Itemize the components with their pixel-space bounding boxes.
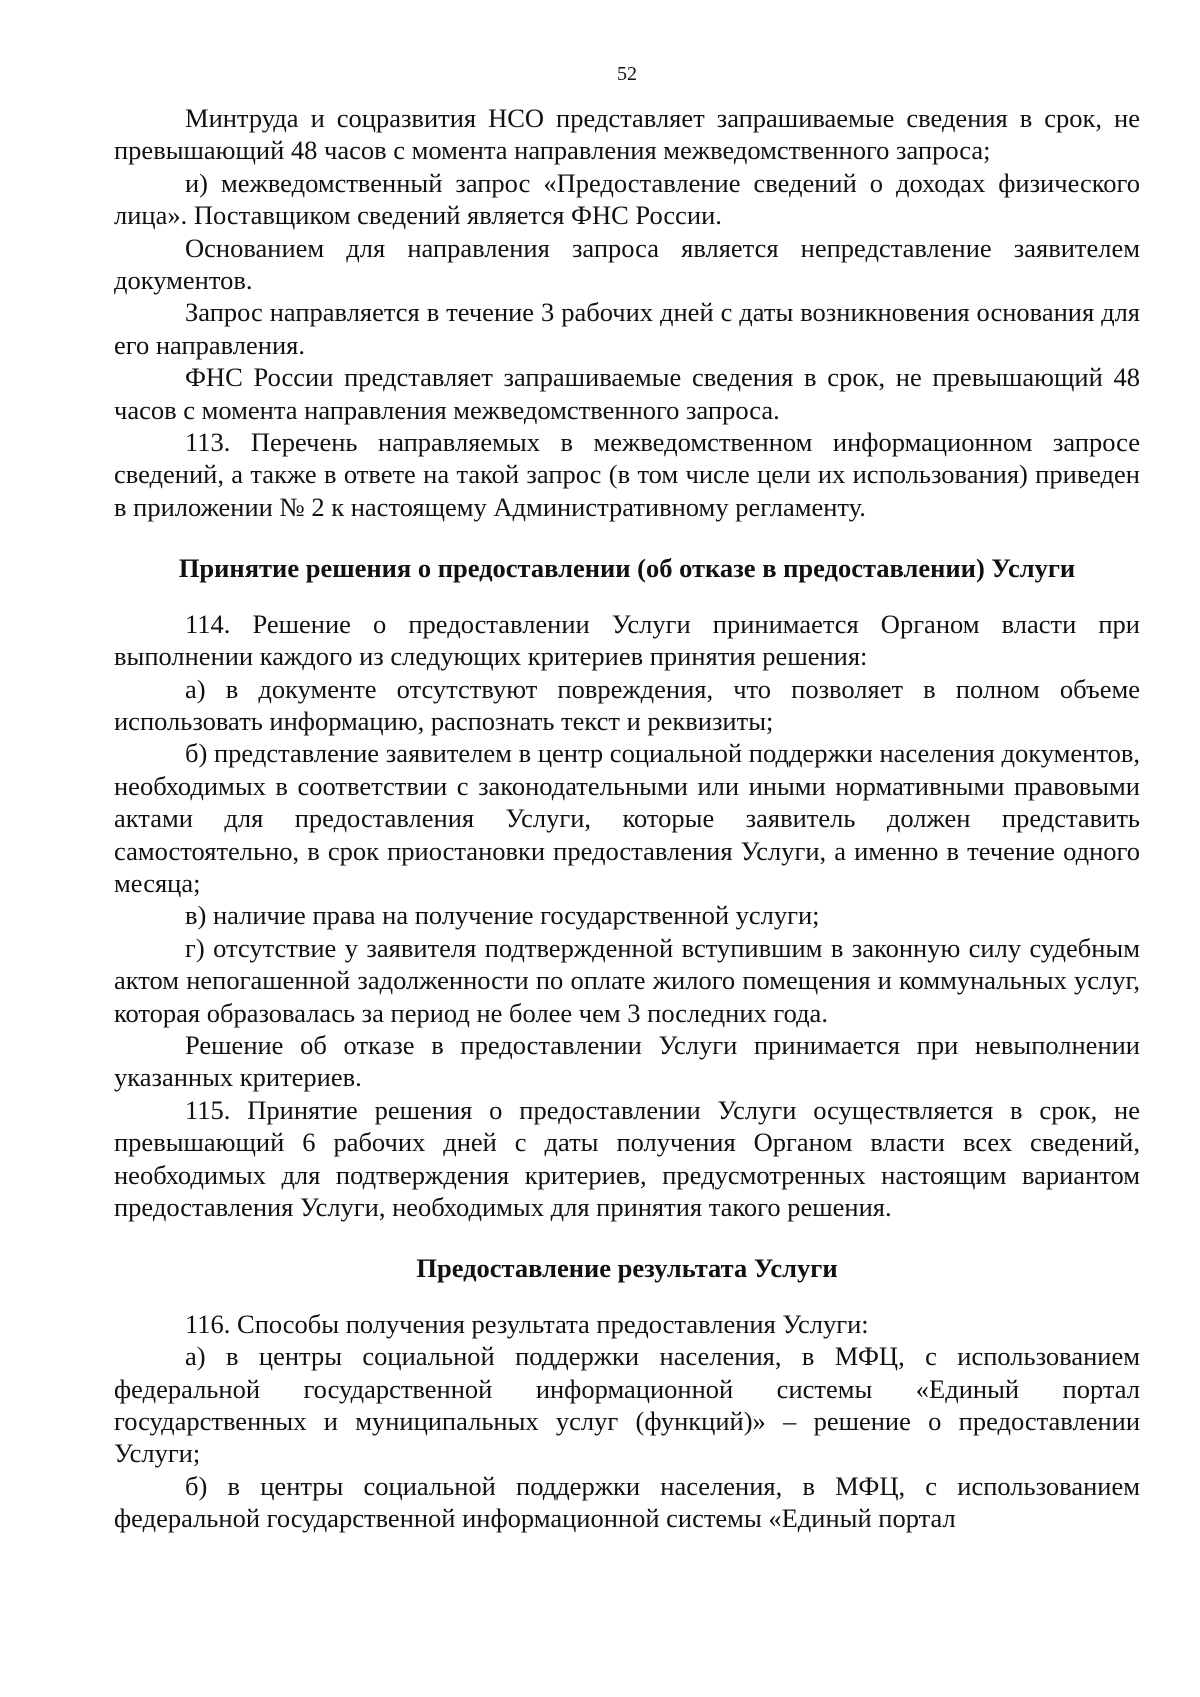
paragraph: ФНС России представляет запрашиваемые сведения в срок, не превышающий 48 часов с момента направления межведомственного запроса. xyxy=(114,362,1140,425)
paragraph: б) в центры социальной поддержки населения, в МФЦ, с использованием федеральной государственной информационной системы «Единый портал xyxy=(114,1470,1140,1534)
section-decision xyxy=(114,608,1140,1224)
paragraph: а) в центры социальной поддержки населения, в МФЦ, с использованием федеральной государственной информационной системы «Единый портал государственных и муниципальных услуг (функций)» – решение о предоставлении Услуги; xyxy=(114,1341,1140,1469)
paragraph: а) в документе отсутствуют повреждения, что позволяет в полном объеме использовать информацию, распознать текст и реквизиты; xyxy=(114,673,1140,736)
paragraph: Решение об отказе в предоставлении Услуги принимается при невыполнении указанных критериев. xyxy=(114,1029,1140,1093)
paragraph: 114. Решение о предоставлении Услуги принимается Органом власти при выполнении каждого из следующих критериев принятия решения: xyxy=(114,608,1140,672)
paragraph: б) представление заявителем в центр социальной поддержки населения документов, необходимых в соответствии с законодательными или иными нормативными правовыми актами для предоставления Услуги, которые заявитель должен представить самостоятельно, в срок приостановки предоставления Услуги, а именно в течение одного месяца; xyxy=(114,738,1140,898)
page-number: 52 xyxy=(617,63,637,85)
paragraph: 116. Способы получения результата предоставления Услуги: xyxy=(185,1308,869,1339)
paragraph: Основанием для направления запроса является непредставление заявителем документов. xyxy=(114,232,1140,296)
paragraph: в) наличие права на получение государственной услуги; xyxy=(185,900,820,931)
document-page xyxy=(114,62,1140,1535)
section-result xyxy=(114,1308,1140,1535)
paragraph: г) отсутствие у заявителя подтвержденной вступившим в законную силу судебным актом непогашенной задолженности по оплате жилого помещения и коммунальных услуг, которая образовалась за период не более чем 3 последних года. xyxy=(114,932,1140,1028)
section-interagency-requests xyxy=(114,102,1140,523)
paragraph: Минтруда и соцразвития НСО представляет запрашиваемые сведения в срок, не превышающий 48 часов с момента направления межведомственного запроса; xyxy=(114,103,1140,166)
paragraph: Запрос направляется в течение 3 рабочих дней с даты возникновения основания для его направления. xyxy=(114,297,1140,360)
section-heading-result: Предоставление результата Услуги xyxy=(416,1253,838,1284)
paragraph: 115. Принятие решения о предоставлении Услуги осуществляется в срок, не превышающий 6 рабочих дней с даты получения Органом власти всех сведений, необходимых для подтверждения критериев, предусмотренных настоящим вариантом предоставления Услуги, необходимых для принятия такого решения. xyxy=(114,1094,1140,1222)
paragraph: и) межведомственный запрос «Предоставление сведений о доходах физического лица». Поставщиком сведений является ФНС России. xyxy=(114,167,1140,231)
paragraph: 113. Перечень направляемых в межведомственном информационном запросе сведений, а также в ответе на такой запрос (в том числе цели их использования) приведен в приложении № 2 к настоящему Административному регламенту. xyxy=(114,427,1140,522)
section-heading-decision: Принятие решения о предоставлении (об отказе в предоставлении) Услуги xyxy=(178,553,1076,584)
